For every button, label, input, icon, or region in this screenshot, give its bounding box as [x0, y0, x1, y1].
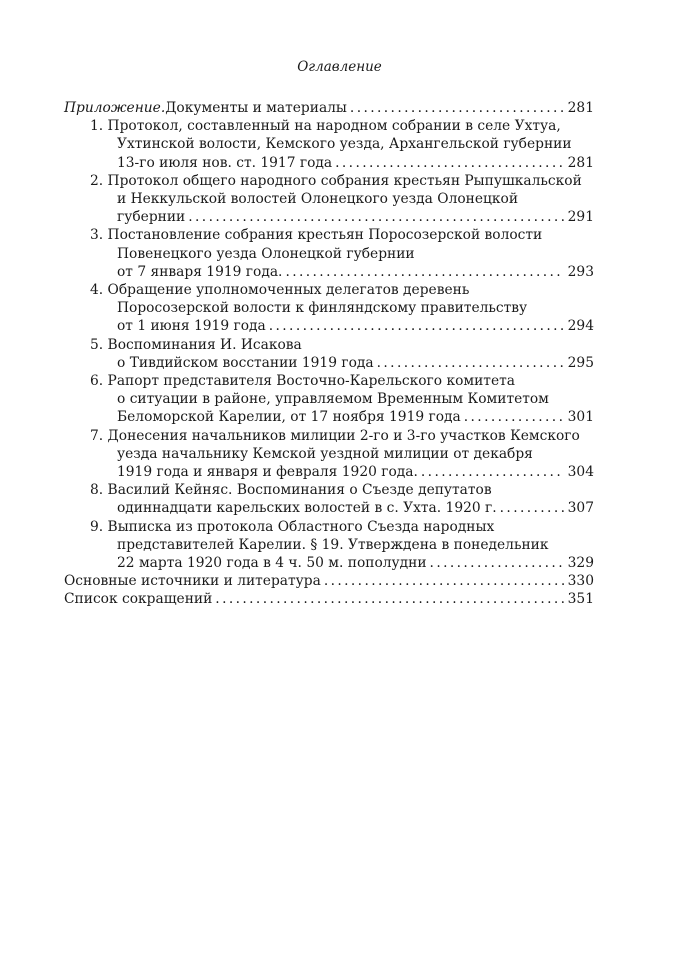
toc-page-number: 330 — [567, 573, 594, 590]
toc-entry-text: 6. Рапорт представителя Восточно-Карельского комитета — [90, 373, 515, 390]
toc-entry-text: о Тивдийском восстании 1919 года — [117, 354, 374, 371]
leader-dots — [421, 463, 564, 481]
toc-entry-sources — [64, 572, 594, 590]
toc-entry-8 — [64, 481, 594, 517]
toc-page-number: 281 — [567, 100, 594, 116]
toc-entry-text: о ситуации в районе, управляемом Временным Комитетом — [117, 391, 549, 408]
toc-entry-abbreviations — [64, 590, 594, 608]
leader-dots — [324, 572, 564, 590]
leader-dots — [377, 354, 564, 372]
toc-entry-1 — [64, 117, 594, 172]
toc-entry-text: Документы и материалы — [165, 100, 347, 116]
toc-entry-text: 13-го июля нов. ст. 1917 года — [117, 154, 333, 171]
toc-entry-text: 1919 года и января и февраля 1920 года. — [117, 464, 418, 481]
toc-entry-4 — [64, 281, 594, 336]
toc-page-number: 304 — [567, 464, 594, 481]
toc-page-number: 329 — [567, 555, 594, 572]
leader-dots — [464, 408, 564, 426]
leader-dots — [215, 590, 563, 608]
toc-page-number: 293 — [567, 263, 594, 280]
toc-entry-text: Поросозерской волости к финляндскому правительству — [117, 300, 528, 317]
toc-entry-text: 4. Обращение уполномоченных делегатов деревень — [90, 282, 470, 299]
toc-entry-3 — [64, 226, 594, 281]
leader-dots — [430, 554, 564, 572]
toc-page-number: 307 — [567, 500, 594, 517]
leader-dots — [350, 99, 564, 117]
leader-dots — [188, 208, 563, 226]
table-of-contents — [64, 99, 594, 609]
toc-entry-9 — [64, 518, 594, 573]
toc-entry-6 — [64, 372, 594, 427]
toc-entry-text: уезда начальнику Кемской уездной милиции от декабря — [117, 445, 533, 462]
toc-page-number: 291 — [567, 209, 594, 226]
toc-entry-5 — [64, 336, 594, 372]
page-title: Оглавление — [297, 59, 382, 75]
toc-entry-text: и Неккульской волостей Олонецкого уезда Олонецкой — [117, 191, 519, 208]
toc-entry-text: 7. Донесения начальников милиции 2-го и 3-го участков Кемского — [90, 427, 580, 444]
leader-dots — [269, 317, 564, 335]
toc-entry-text: 9. Выписка из протокола Областного Съезда народных — [90, 518, 495, 535]
toc-page-number: 301 — [567, 409, 594, 426]
toc-entry-appendix — [64, 99, 594, 117]
toc-entry-text: Ухтинской волости, Кемского уезда, Архангельской губернии — [117, 136, 572, 153]
toc-entry-text: 1. Протокол, составленный на народном собрании в селе Ухтуа, — [90, 118, 561, 135]
leader-dots — [500, 499, 564, 517]
toc-page-number: 294 — [567, 318, 594, 335]
toc-entry-text: 8. Василий Кейняс. Воспоминания о Съезде депутатов — [90, 482, 492, 499]
toc-entry-text: губернии — [117, 209, 186, 226]
toc-entry-text: от 7 января 1919 года. — [117, 263, 283, 280]
toc-entry-2 — [64, 172, 594, 227]
toc-entry-text: Список сокращений — [64, 591, 213, 608]
toc-entry-text: представителей Карелии. § 19. Утверждена в понедельник — [117, 536, 549, 553]
toc-entry-text: Повенецкого уезда Олонецкой губернии — [117, 245, 415, 262]
toc-entry-text: 2. Протокол общего народного собрания крестьян Рыпушкальской — [90, 172, 582, 189]
toc-entry-text: 22 марта 1920 года в 4 ч. 50 м. пополудни — [117, 555, 427, 572]
toc-entry-text: 5. Воспоминания И. Исакова — [90, 336, 302, 353]
leader-dots — [285, 263, 563, 281]
toc-entry-text: Беломорской Карелии, от 17 ноября 1919 года — [117, 409, 461, 426]
toc-entry-text: Основные источники и литература — [64, 573, 321, 590]
toc-entry-text: 3. Постановление собрания крестьян Поросозерской волости — [90, 227, 543, 244]
toc-entry-text: одиннадцати карельских волостей в с. Ухта. 1920 г. — [117, 500, 497, 517]
toc-entry-7 — [64, 427, 594, 482]
toc-page-number: 281 — [567, 154, 594, 171]
toc-entry-prefix: Приложение. — [64, 100, 166, 116]
toc-page-number: 295 — [567, 354, 594, 371]
toc-page-number: 351 — [567, 591, 594, 608]
leader-dots — [335, 154, 564, 172]
toc-entry-text: от 1 июня 1919 года — [117, 318, 266, 335]
